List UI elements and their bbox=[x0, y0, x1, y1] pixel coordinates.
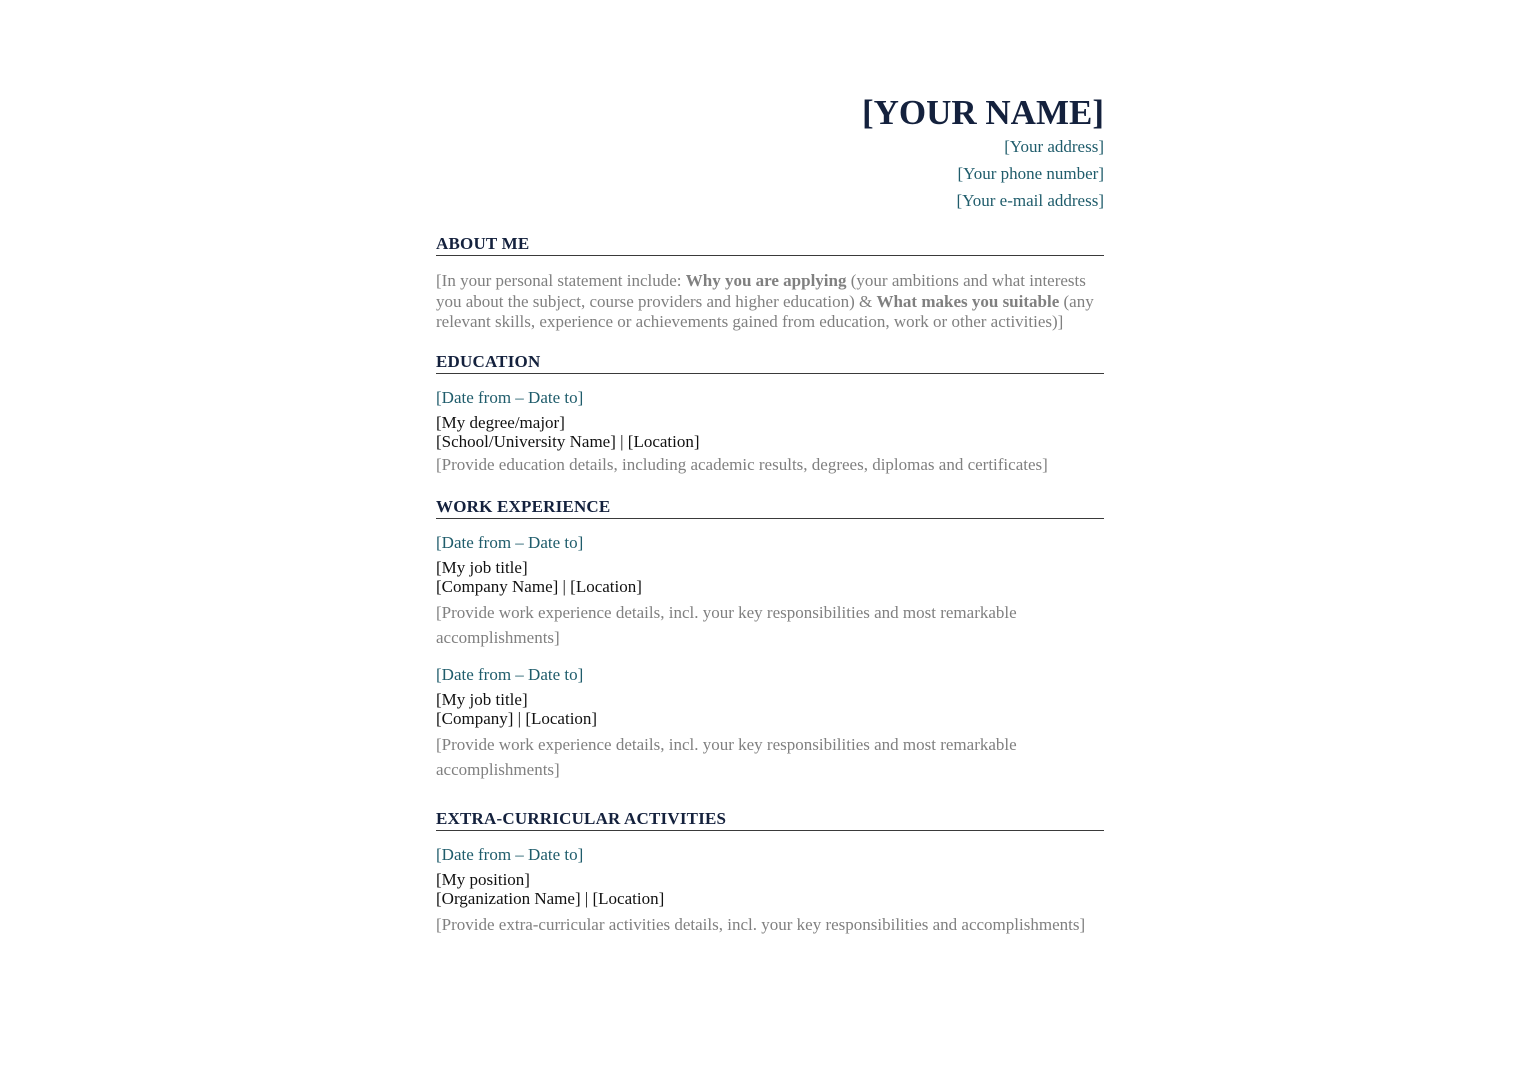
personal-statement bbox=[436, 271, 1104, 333]
extra-position: [My position] bbox=[436, 870, 530, 889]
work-date: [Date from – Date to] bbox=[436, 533, 584, 552]
about-section bbox=[436, 234, 1104, 333]
candidate-name: [YOUR NAME] bbox=[861, 93, 1104, 132]
contact-address: [Your address] bbox=[1004, 137, 1104, 156]
education-section bbox=[436, 352, 1104, 478]
education-date: [Date from – Date to] bbox=[436, 387, 584, 407]
about-heading: ABOUT ME bbox=[436, 234, 1104, 256]
work-section bbox=[436, 497, 1104, 782]
statement-bold-why: Why you are applying bbox=[685, 271, 847, 290]
extra-date: [Date from – Date to] bbox=[436, 845, 584, 864]
work-heading: WORK EXPERIENCE bbox=[436, 497, 1104, 519]
education-school: [School/University Name] | [Location] bbox=[436, 431, 700, 451]
contact-email: [Your e-mail address] bbox=[956, 191, 1104, 210]
work-job-title: [My job title] bbox=[436, 690, 528, 709]
work-company: [Company] | [Location] bbox=[436, 709, 598, 728]
education-details: [Provide education details, including academic results, degrees, diplomas and certificates] bbox=[436, 454, 1048, 474]
work-job-title: [My job title] bbox=[436, 558, 528, 577]
education-degree: [My degree/major] bbox=[436, 412, 565, 432]
education-entry bbox=[436, 388, 1104, 478]
statement-part-1: [In your personal statement include: bbox=[436, 271, 686, 290]
statement-bold-suitable: What makes you suitable bbox=[876, 291, 1060, 311]
statement-part-3: (any relevant skills, experience or achievements gained from education, work or other activities)] bbox=[436, 291, 1094, 331]
work-date: [Date from – Date to] bbox=[436, 665, 584, 684]
education-heading: EDUCATION bbox=[436, 352, 1104, 374]
resume-page bbox=[436, 93, 1104, 938]
work-details: [Provide work experience details, incl. your key responsibilities and most remarkable accomplishments] bbox=[436, 735, 1017, 779]
work-entry bbox=[436, 665, 1104, 782]
extra-section bbox=[436, 809, 1104, 938]
extra-heading: EXTRA-CURRICULAR ACTIVITIES bbox=[436, 809, 1104, 831]
extra-organization: [Organization Name] | [Location] bbox=[436, 889, 665, 908]
work-entry bbox=[436, 533, 1104, 650]
statement-part-2: (your ambitions and what interests you about the subject, course providers and higher education) & bbox=[436, 271, 1086, 311]
extra-details: [Provide extra-curricular activities details, incl. your key responsibilities and accomplishments] bbox=[436, 915, 1086, 934]
work-details: [Provide work experience details, incl. your key responsibilities and most remarkable accomplishments] bbox=[436, 603, 1017, 647]
work-company: [Company Name] | [Location] bbox=[436, 577, 642, 596]
extra-entry bbox=[436, 845, 1104, 938]
contact-phone: [Your phone number] bbox=[957, 164, 1104, 183]
resume-header bbox=[436, 93, 1104, 214]
